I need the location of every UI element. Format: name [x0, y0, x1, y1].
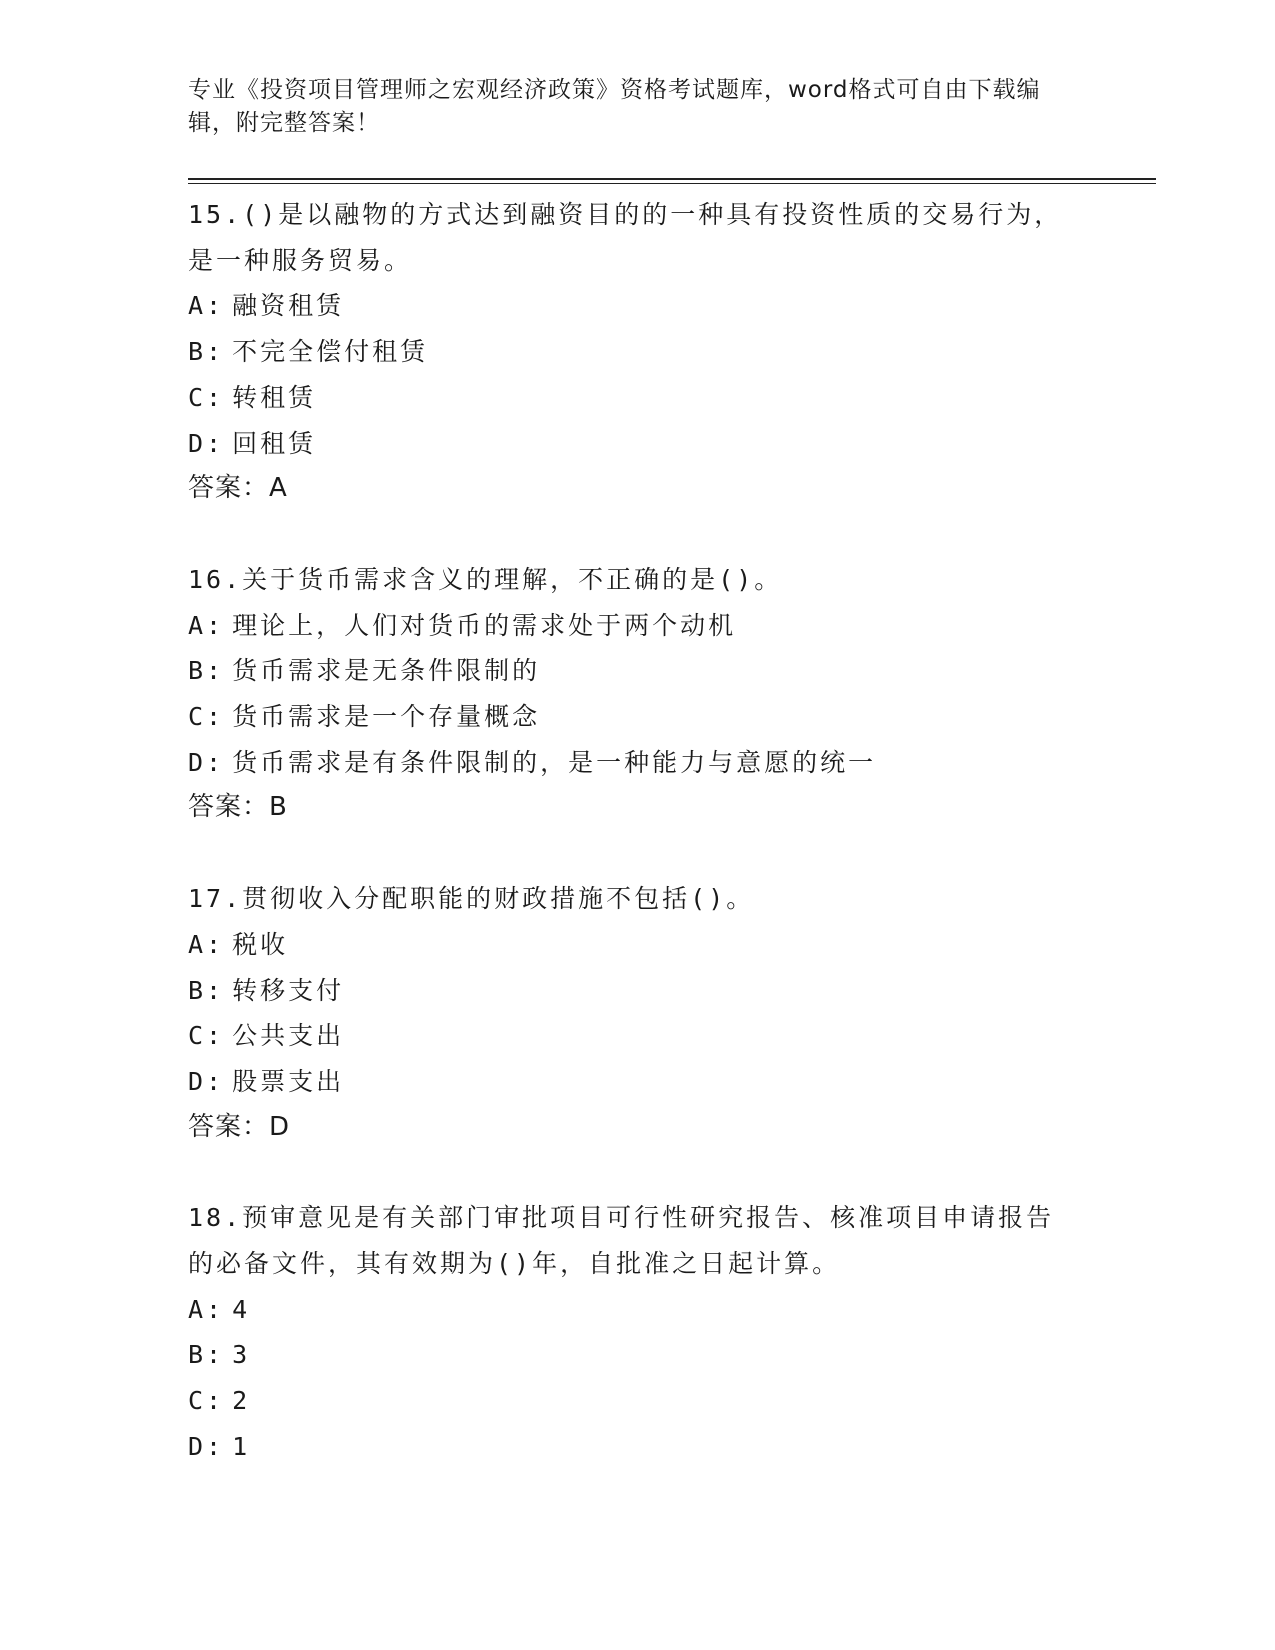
option-letter: A: — [188, 291, 225, 321]
option-b — [188, 648, 1168, 694]
option-letter: B: — [188, 1340, 225, 1370]
option-letter: D: — [188, 1066, 225, 1096]
option-d — [188, 740, 1168, 786]
option-c — [188, 694, 1168, 740]
question-list — [188, 192, 1168, 1515]
question-stem: 16.关于货币需求含义的理解，不正确的是()。 — [188, 564, 783, 594]
option-text: 税收 — [232, 929, 289, 959]
option-letter: B: — [188, 656, 225, 686]
option-d — [188, 1424, 1168, 1470]
option-text: 回租赁 — [232, 428, 317, 458]
option-text: 3 — [232, 1340, 251, 1370]
option-text: 2 — [232, 1386, 251, 1416]
option-text: 股票支出 — [232, 1066, 345, 1096]
option-letter: B: — [188, 337, 225, 367]
option-letter: A: — [188, 929, 225, 959]
option-letter: B: — [188, 975, 225, 1005]
option-d — [188, 421, 1168, 467]
option-d — [188, 1059, 1168, 1105]
option-b — [188, 329, 1168, 375]
option-text: 理论上，人们对货币的需求处于两个动机 — [232, 610, 737, 640]
option-c — [188, 1013, 1168, 1059]
header-rule-thick — [188, 178, 1156, 180]
question-16 — [188, 557, 1168, 831]
option-b — [188, 1332, 1168, 1378]
option-text: 1 — [232, 1431, 251, 1461]
header-rule-thin — [188, 183, 1156, 184]
answer-line: 答案：D — [188, 1111, 291, 1142]
option-letter: A: — [188, 610, 225, 640]
question-15 — [188, 192, 1168, 512]
option-letter: D: — [188, 428, 225, 458]
option-b — [188, 968, 1168, 1014]
question-17 — [188, 876, 1168, 1150]
option-c — [188, 1378, 1168, 1424]
option-letter: D: — [188, 1431, 225, 1461]
option-text: 不完全偿付租赁 — [232, 337, 429, 367]
option-letter: C: — [188, 382, 225, 412]
option-text: 公共支出 — [232, 1021, 345, 1051]
option-text: 货币需求是无条件限制的 — [232, 656, 541, 686]
answer-line: 答案：B — [188, 792, 288, 823]
option-letter: D: — [188, 747, 225, 777]
question-stem: 18.预审意见是有关部门审批项目可行性研究报告、核准项目申请报告的必备文件，其有效期为()年，自批准之日起计算。 — [188, 1203, 1055, 1279]
option-text: 货币需求是一个存量概念 — [232, 702, 541, 732]
answer-line: 答案：A — [188, 473, 288, 504]
question-stem: 17.贯彻收入分配职能的财政措施不包括()。 — [188, 884, 755, 914]
option-a — [188, 922, 1168, 968]
option-a — [188, 1287, 1168, 1333]
option-a — [188, 603, 1168, 649]
option-letter: C: — [188, 702, 225, 732]
option-text: 4 — [232, 1294, 251, 1324]
question-stem: 15.()是以融物的方式达到融资目的的一种具有投资性质的交易行为，是一种服务贸易。 — [188, 200, 1063, 275]
option-text: 转租赁 — [232, 382, 317, 412]
option-text: 转移支付 — [232, 975, 345, 1005]
option-letter: C: — [188, 1386, 225, 1416]
option-letter: C: — [188, 1021, 225, 1051]
option-letter: A: — [188, 1294, 225, 1324]
document-intro: 专业《投资项目管理师之宏观经济政策》资格考试题库，word格式可自由下载编辑，附完整答案！ — [188, 77, 1041, 136]
option-text: 货币需求是有条件限制的，是一种能力与意愿的统一 — [232, 747, 877, 777]
option-c — [188, 375, 1168, 421]
option-a — [188, 283, 1168, 329]
option-text: 融资租赁 — [232, 291, 345, 321]
question-18 — [188, 1195, 1168, 1469]
